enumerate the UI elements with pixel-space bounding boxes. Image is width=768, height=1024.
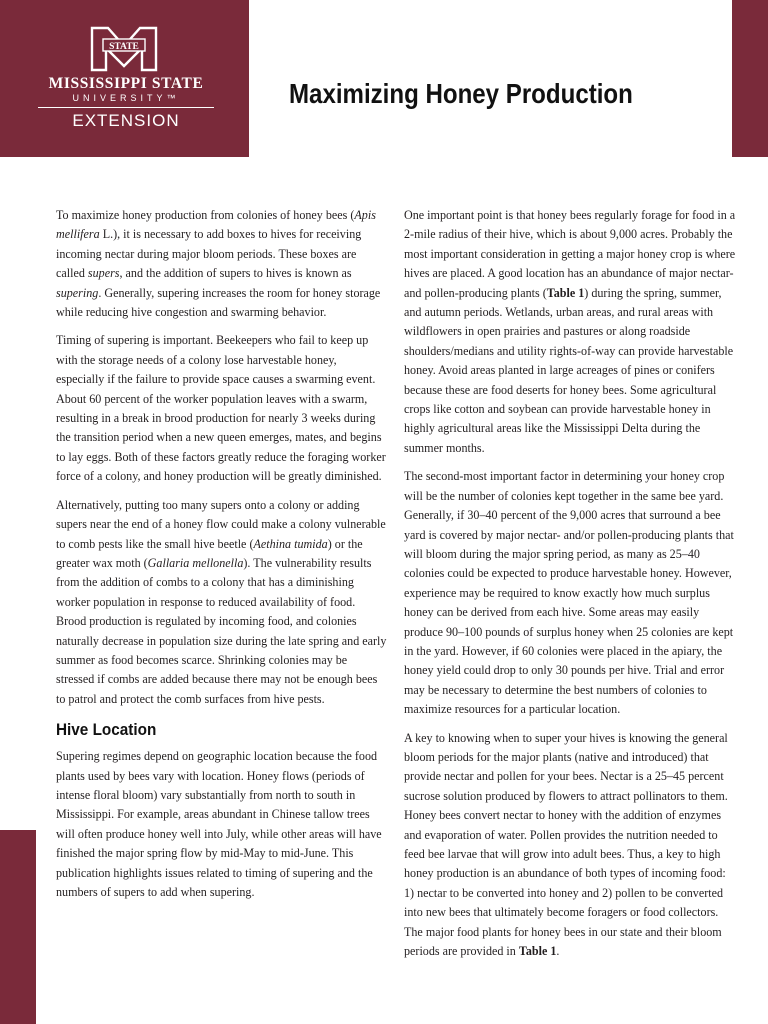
logo-department: EXTENSION [72, 111, 180, 130]
section-heading: Hive Location [56, 720, 157, 740]
left-column [56, 206, 388, 911]
bloom-paragraph: A key to knowing when to super your hives is knowing the general bloom periods for the major plants (native and introduced) that provide nectar and pollen for your bees. Nectar is a 25–45 percent sucrose solution produced by flowers to attract pollinators to them. Honey bees convert nectar to honey with the addition of enzymes and evaporation of water. Pollen provides the nutrition needed to feed bee larvae that will grow into adult bees. Thus, a key to high honey production is an abundance of both types of incoming food: 1) nectar to be converted into honey and 2) pollen to be converted into new bees that ultimately become foragers or food collectors. The major food plants for honey bees in our state and their bloom periods are provided in Table 1. [404, 730, 728, 959]
page-title: Maximizing Honey Production [289, 78, 633, 109]
term-supering: supering [56, 285, 99, 300]
species-name: Aethina tumida [253, 536, 328, 551]
colonies-paragraph: The second-most important factor in determining your honey crop will be the number of colonies kept together in the same bee yard. Generally, if 30–40 percent of the 9,000 acres that surround a bee yard is covered by major nectar- and/or pollen-producing plants that will bloom during the major spring period, as many as 25–40 colonies could be expected to produce harvestable honey. However, experience may be required to know exactly how much surplus honey can be derived from each hive. Some areas may easily produce 90–100 pounds of surplus honey when 25 colonies are kept in the yard. However, if 60 colonies were placed in the apiary, the honey yield could drop to only 30 pounds per hive. Trial and error may be necessary to determine the best numbers of colonies to maximize resources for a particular location. [404, 469, 734, 717]
table-reference: Table 1 [546, 285, 585, 300]
logo-name: MISSISSIPPI STATE [48, 75, 204, 92]
logo-university: UNIVERSITY™ [72, 93, 180, 103]
pests-paragraph: Alternatively, putting too many supers onto a colony or adding supers near the end of a honey flow could make a colony vulnerable to comb pests like the small hive beetle (Aethina tumida) or the greater wax moth (Gallaria mellonella). The vulnerability results from the addition of combs to a colony that has a diminishing worker population in response to reduced availability of food. Brood production is regulated by incoming food, and colonies naturally decrease in population size during the late spring and early summer as food becomes scarce. Shrinking colonies may be stressed if combs are added because there may not be enough bees to patrol and protect the comb surfaces from hive pests. [56, 497, 387, 706]
header-accent-bar [732, 0, 768, 157]
location-paragraph: Supering regimes depend on geographic location because the food plants used by bees vary with location. Honey flows (periods of intense floral bloom) vary substantially from north to south in Mississippi. For example, areas abundant in Chinese tallow trees will often produce honey well into July, while other areas will have finished the major spring flow by mid-May to mid-June. This publication highlights issues related to timing of supering and the numbers of supers to add when supering. [56, 749, 382, 899]
msu-m-logo-icon [88, 26, 160, 72]
side-accent-bar [0, 830, 36, 1024]
term-supers: supers [87, 266, 120, 281]
timing-paragraph: Timing of supering is important. Beekeepers who fail to keep up with the storage needs of a colony lose harvestable honey, especially if the failure to provide space causes a swarming event. About 60 percent of the worker population leaves with a swarm, resulting in a break in brood production for nearly 3 weeks during the transition period when a new queen emerges, mates, and begins to lay eggs. Both of these factors greatly reduce the foraging worker force of a colony, and honey production will be greatly diminished. [56, 333, 386, 484]
right-column [404, 206, 736, 970]
species-name: Apis mellifera [56, 208, 376, 242]
intro-paragraph: To maximize honey production from colonies of honey bees (Apis mellifera L.), it is necessary to add boxes to hives for receiving incoming nectar during major bloom periods. These boxes are called supers, and the addition of supers to hives is known as supering. Generally, supering increases the room for honey storage while reducing hive congestion and swarming behavior. [56, 208, 381, 320]
table-reference: Table 1 [518, 944, 557, 959]
logo-divider [38, 107, 214, 108]
logo-badge-text: STATE [109, 42, 139, 52]
forage-paragraph: One important point is that honey bees regularly forage for food in a 2-mile radius of their hive, which is about 9,000 acres. Probably the most important consideration in getting a major honey crop is where hives are placed. A good location has an abundance of major nectar- and pollen-producing plants (Table 1) during the spring, summer, and autumn periods. Wetlands, urban areas, and rural areas with wildflowers in open prairies and pastures or along roadside shoulders/medians and utility rights-of-way can provide harvestable honey. Avoid areas planted in large acreages of pines or conifers because these are food deserts for honey bees. Some agricultural crops like cotton and soybean can provide harvestable honey in highly agricultural areas like the Mississippi Delta during the summer months. [404, 208, 736, 455]
header-banner [0, 0, 249, 157]
species-name: Gallaria mellonella [147, 555, 244, 570]
